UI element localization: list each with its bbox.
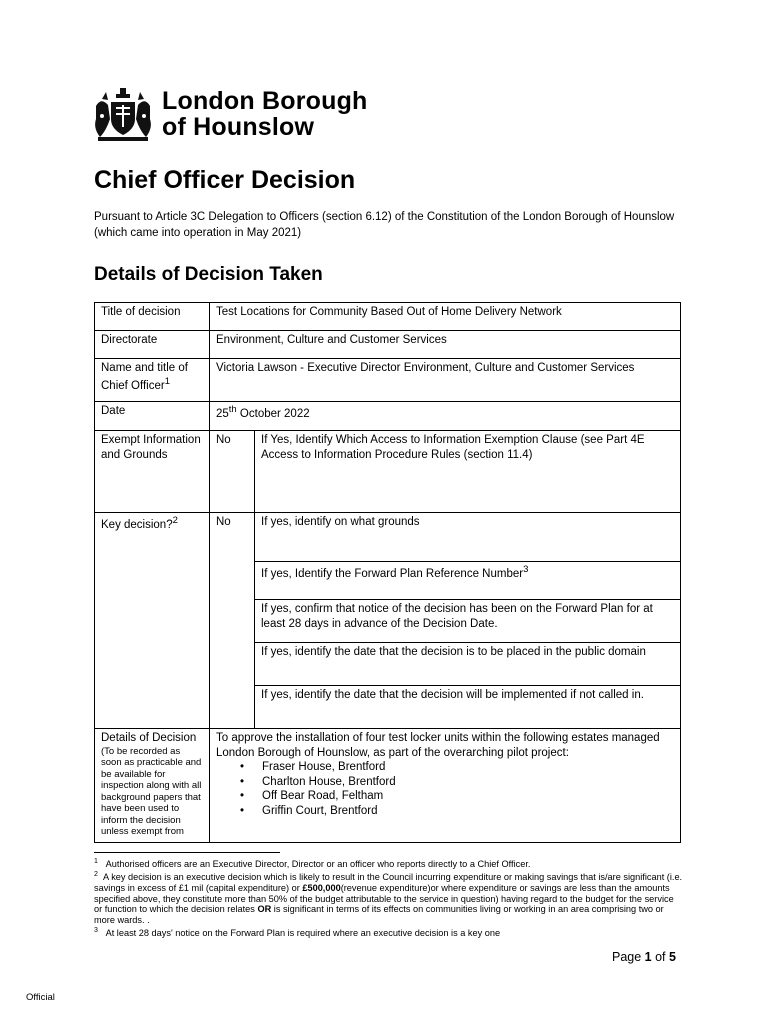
details-of-decision-text: To approve the installation of four test locker units within the following estates managed London Borough of Hounslow, as part of the overarching pilot project:: [216, 732, 660, 759]
date-month-year: October 2022: [236, 407, 310, 420]
directorate-value: Environment, Culture and Customer Services: [210, 331, 681, 359]
intro-paragraph: Pursuant to Article 3C Delegation to Officers (section 6.12) of the Constitution of the London Borough of Hounslow (which came into operation in May 2021): [94, 211, 675, 239]
footnote-text: At least 28 days' notice on the Forward Plan is required where an executive decision is a key one: [105, 927, 501, 938]
footnote-text: A key decision is an executive decision which is likely to result in the Council incurring expenditure or making savings that is/are significant (i.e. savings in excess of £1 mil (capital expenditure) or: [94, 871, 683, 893]
date-label: Date: [95, 402, 210, 431]
list-item: • Fraser House, Brentford: [216, 760, 674, 775]
footnote-number: 2: [94, 870, 98, 878]
table-row: [95, 402, 681, 431]
page-prefix: Page: [612, 950, 645, 964]
footnote-text: (revenue expenditure)or where expenditure or savings are less than the amounts specified above, they constitute more than 50% of the budget attributable to the service in question) having regard to the budget for the service or function to which the decision relates: [94, 882, 674, 915]
chief-officer-value: Victoria Lawson - Executive Director Environment, Culture and Customer Services: [210, 359, 681, 402]
list-item: • Griffin Court, Brentford: [216, 804, 674, 819]
table-row: [95, 729, 681, 843]
list-item: • Charlton House, Brentford: [216, 775, 674, 790]
logo-line-1: London Borough: [162, 87, 368, 115]
footnote-divider: [94, 852, 280, 853]
key-decision-grounds: If yes, identify on what grounds: [255, 513, 681, 562]
date-day: 25: [216, 407, 229, 420]
forward-plan-reference-cell: [255, 562, 681, 600]
details-of-decision-label-cell: [95, 729, 210, 843]
table-row: [95, 303, 681, 331]
list-item: • Off Bear Road, Feltham: [216, 789, 674, 804]
decision-details-table: [94, 302, 681, 843]
footnote-bold-or: OR: [257, 904, 272, 915]
footnote-ref-2: 2: [172, 515, 178, 526]
footnote-number: 3: [94, 926, 98, 934]
title-of-decision-label: Title of decision: [95, 303, 210, 331]
location-list: [216, 760, 674, 818]
table-row: [95, 513, 681, 562]
forward-plan-notice: If yes, confirm that notice of the decision has been on the Forward Plan for at least 28 days in advance of the Decision Date.: [255, 600, 681, 643]
footnote-2: [94, 870, 684, 926]
footnote-ref-3: 3: [523, 564, 529, 575]
directorate-label: Directorate: [95, 331, 210, 359]
classification-label: Official: [26, 992, 55, 1003]
logo-line-2: of Hounslow: [162, 113, 315, 141]
key-decision-label: Key decision?: [101, 518, 173, 531]
title-of-decision-value: Test Locations for Community Based Out of Home Delivery Network: [210, 303, 681, 331]
table-row: [95, 359, 681, 402]
table-row: [95, 331, 681, 359]
council-logo: [92, 86, 382, 144]
table-row: [95, 431, 681, 513]
borough-coat-of-arms-icon: [92, 86, 154, 144]
footnote-ref-1: 1: [164, 375, 170, 387]
total-pages: 5: [669, 950, 676, 964]
details-of-decision-value: [210, 729, 681, 843]
chief-officer-label: Name and title of Chief Officer: [101, 362, 188, 392]
public-domain-date: If yes, identify the date that the decision is to be placed in the public domain: [255, 643, 681, 686]
key-decision-label-cell: [95, 513, 210, 729]
details-of-decision-note: (To be recorded as soon as practicable and be available for inspection along with all background papers that have been used to inform the decision unless exempt from: [101, 745, 202, 837]
exempt-information-label: Exempt Information and Grounds: [95, 431, 210, 513]
date-value: [210, 402, 681, 431]
exempt-information-value: No: [210, 431, 255, 513]
footnote-text: is significant in terms of its effects on communities living or working in an area comprising two or more wards. .: [94, 904, 664, 926]
council-name-wordmark: [162, 88, 368, 140]
page-number: [612, 950, 676, 964]
implementation-date: If yes, identify the date that the decision will be implemented if not called in.: [255, 686, 681, 729]
current-page: 1: [644, 950, 652, 964]
forward-plan-reference: If yes, Identify the Forward Plan Reference Number: [261, 567, 524, 580]
details-of-decision-label: Details of Decision: [101, 732, 197, 744]
date-ordinal: th: [228, 404, 237, 415]
footnote-number: 1: [94, 858, 98, 865]
section-heading: Details of Decision Taken: [94, 264, 323, 285]
footnote-1: [94, 857, 684, 870]
exemption-clause-text: If Yes, Identify Which Access to Information Exemption Clause (see Part 4E Access to Information Procedure Rules (section 11.4): [255, 431, 681, 513]
footnotes: [94, 857, 684, 939]
key-decision-value: No: [210, 513, 255, 729]
chief-officer-label-cell: [95, 359, 210, 402]
footnote-bold-amount: £500,000: [302, 882, 341, 893]
document-title: Chief Officer Decision: [94, 166, 356, 194]
page-of: of: [651, 950, 669, 964]
footnote-3: [94, 926, 684, 939]
footnote-text: Authorised officers are an Executive Director, Director or an officer who reports directly to a Chief Officer.: [105, 859, 531, 870]
